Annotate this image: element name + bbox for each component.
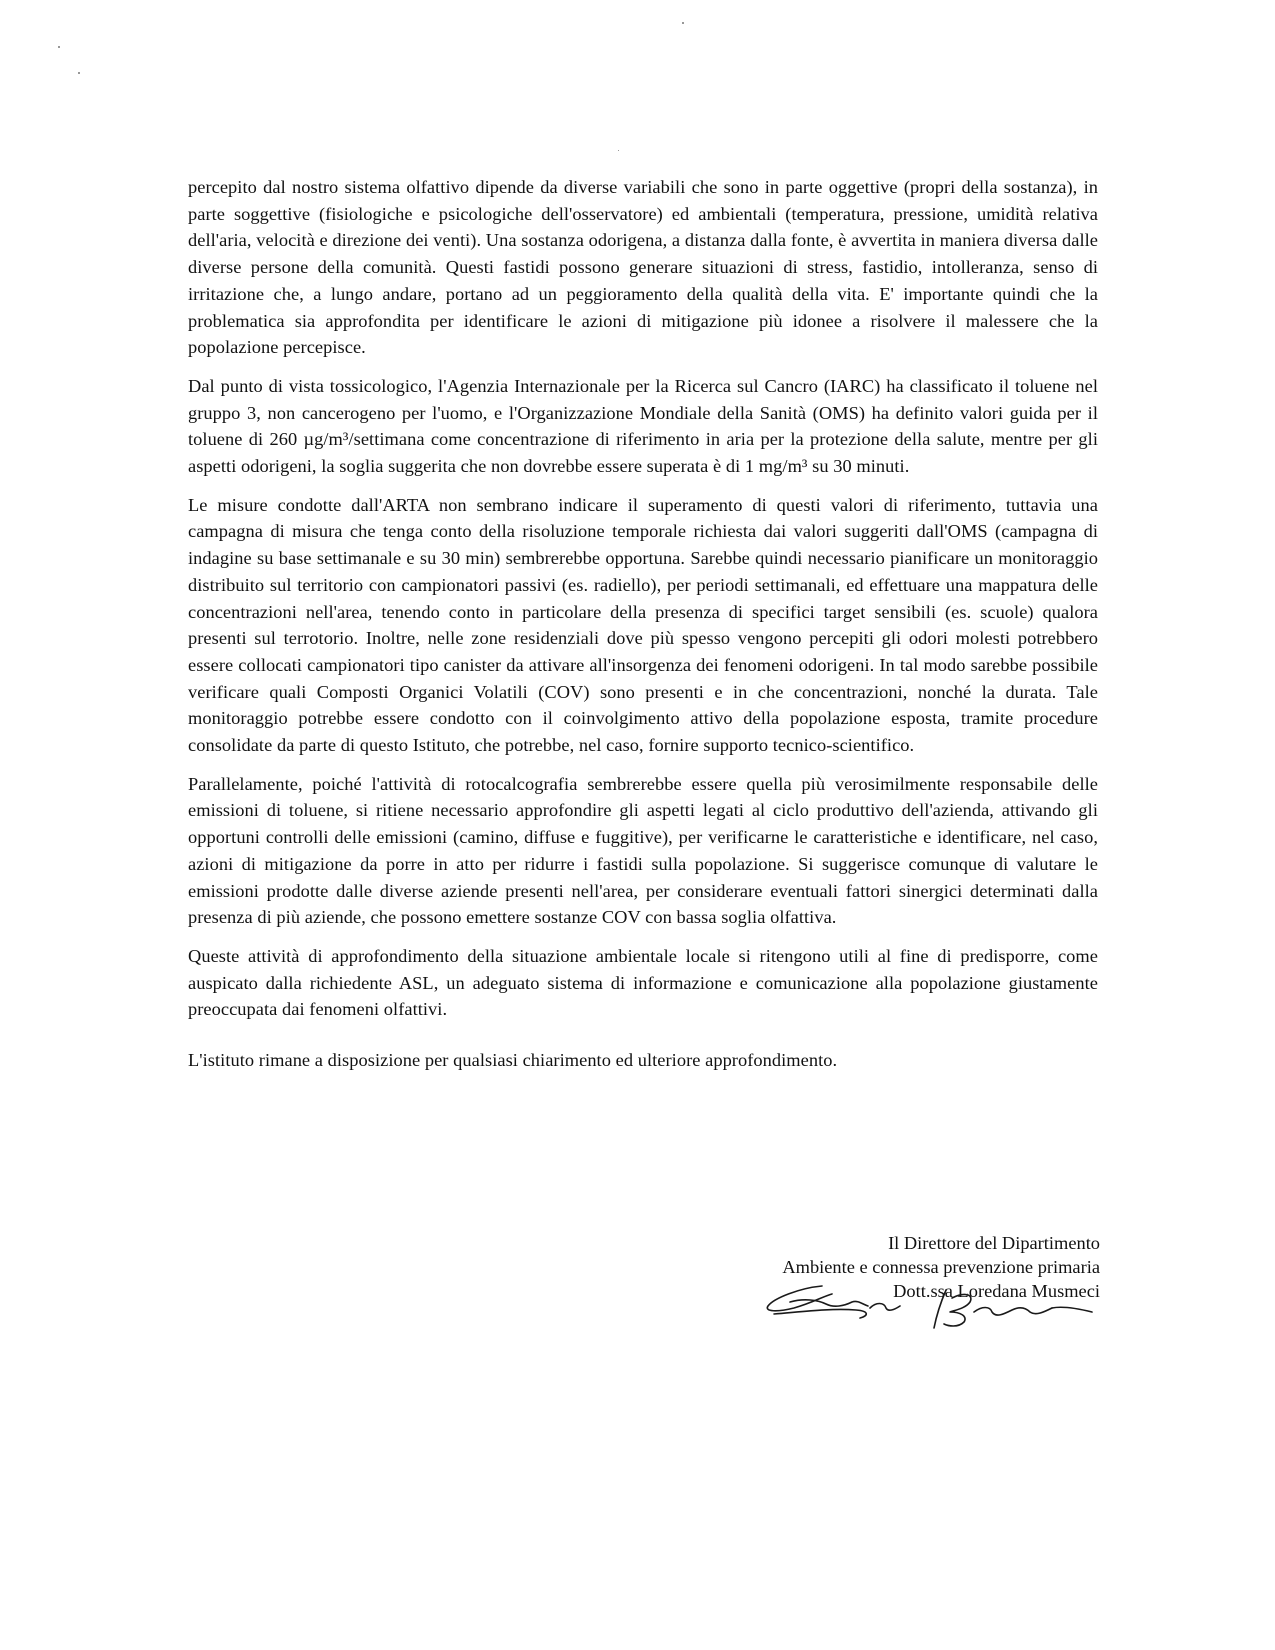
scan-speck	[682, 22, 684, 24]
scan-speck	[58, 46, 60, 48]
signatory-department: Ambiente e connessa prevenzione primaria	[782, 1257, 1100, 1277]
signatory-name: Dott.ssa Loredana Musmeci	[893, 1281, 1100, 1301]
paragraph-communication: Queste attività di approfondimento della situazione ambientale locale si ritengono utili al fine di predisporre, come auspicato dalla richiedente ASL, un adeguato sistema di informazione e comunicazione alla popolazione giustamente preoccupata dai fenomeni olfattivi.	[188, 945, 1098, 1020]
signatory-title: Il Direttore del Dipartimento	[888, 1233, 1100, 1253]
paragraph-emissions: Parallelamente, poiché l'attività di rotocalcografia sembrerebbe essere quella più verosimilmente responsabile delle emissioni di toluene, si ritiene necessario approfondire gli aspetti legati al ciclo produttivo dell'azienda, attivando gli opportuni controlli delle emissioni (camino, diffuse e fuggitive), per verificarne le caratteristiche e identificare, nel caso, azioni di mitigazione da porre in atto per ridurre i fastidi sulla popolazione. Si suggerisce comunque di valutare le emissioni prodotte dalle diverse aziende presenti nell'area, per considerare eventuali fattori sinergici determinati dalla presenza di più aziende, che possono emettere sostanze COV con bassa soglia olfattiva.	[188, 773, 1098, 928]
letter-body	[188, 174, 1098, 1086]
paragraph-odor-perception: percepito dal nostro sistema olfattivo dipende da diverse variabili che sono in parte oggettive (propri della sostanza), in parte soggettive (fisiologiche e psicologiche dell'osservatore) ed ambientali (temperatura, pressione, umidità relativa dell'aria, velocità e direzione dei venti). Una sostanza odorigena, a distanza dalla fonte, è avvertita in maniera diversa dalle diverse persone della comunità. Questi fastidi possono generare situazioni di stress, fastidio, intolleranza, senso di irritazione che, a lungo andare, portano ad un peggioramento della qualità della vita. E' importante quindi che la problematica sia approfondita per identificare le azioni di mitigazione più idonee a risolvere il malessere che la popolazione percepisce.	[188, 177, 1098, 358]
paragraph-toxicology: Dal punto di vista tossicologico, l'Agenzia Internazionale per la Ricerca sul Cancro (IARC) ha classificato il toluene nel gruppo 3, non cancerogeno per l'uomo, e l'Organizzazione Mondiale della Sanità (OMS) ha definito valori guida per il toluene di 260 µg/m³/settimana come concentrazione di riferimento in aria per la protezione della salute, mentre per gli aspetti odorigeni, la soglia suggerita che non dovrebbe essere superata è di 1 mg/m³ su 30 minuti.	[188, 375, 1098, 477]
paragraph-closing: L'istituto rimane a disposizione per qualsiasi chiarimento ed ulteriore approfondimento.	[188, 1050, 838, 1071]
paragraph-monitoring: Le misure condotte dall'ARTA non sembrano indicare il superamento di questi valori di riferimento, tuttavia una campagna di misura che tenga conto della risoluzione temporale richiesta dai valori suggeriti dall'OMS (campagna di indagine su base settimanale e su 30 min) sembrerebbe opportuna. Sarebbe quindi necessario pianificare un monitoraggio distribuito sul territorio con campionatori passivi (es. radiello), per periodi settimanali, ed effettuare una mappatura delle concentrazioni nell'area, tenendo conto in particolare della presenza di specifici target sensibili (es. scuole) qualora presenti sul terrotorio. Inoltre, nelle zone residenziali dove più spesso vengono percepiti gli odori molesti potrebbero essere collocati campionatori tipo canister da attivare all'insorgenza dei fenomeni odorigeni. In tal modo sarebbe possibile verificare quali Composti Organici Volatili (COV) sono presenti e in che concentrazioni, nonché la durata. Tale monitoraggio potrebbe essere condotto con il coinvolgimento attivo della popolazione esposta, tramite procedure consolidate da parte di questo Istituto, che potrebbe, nel caso, fornire supporto tecnico-scientifico.	[188, 494, 1098, 756]
scan-speck	[618, 150, 619, 151]
scan-speck	[78, 72, 80, 74]
handwritten-signature	[760, 1272, 1100, 1332]
